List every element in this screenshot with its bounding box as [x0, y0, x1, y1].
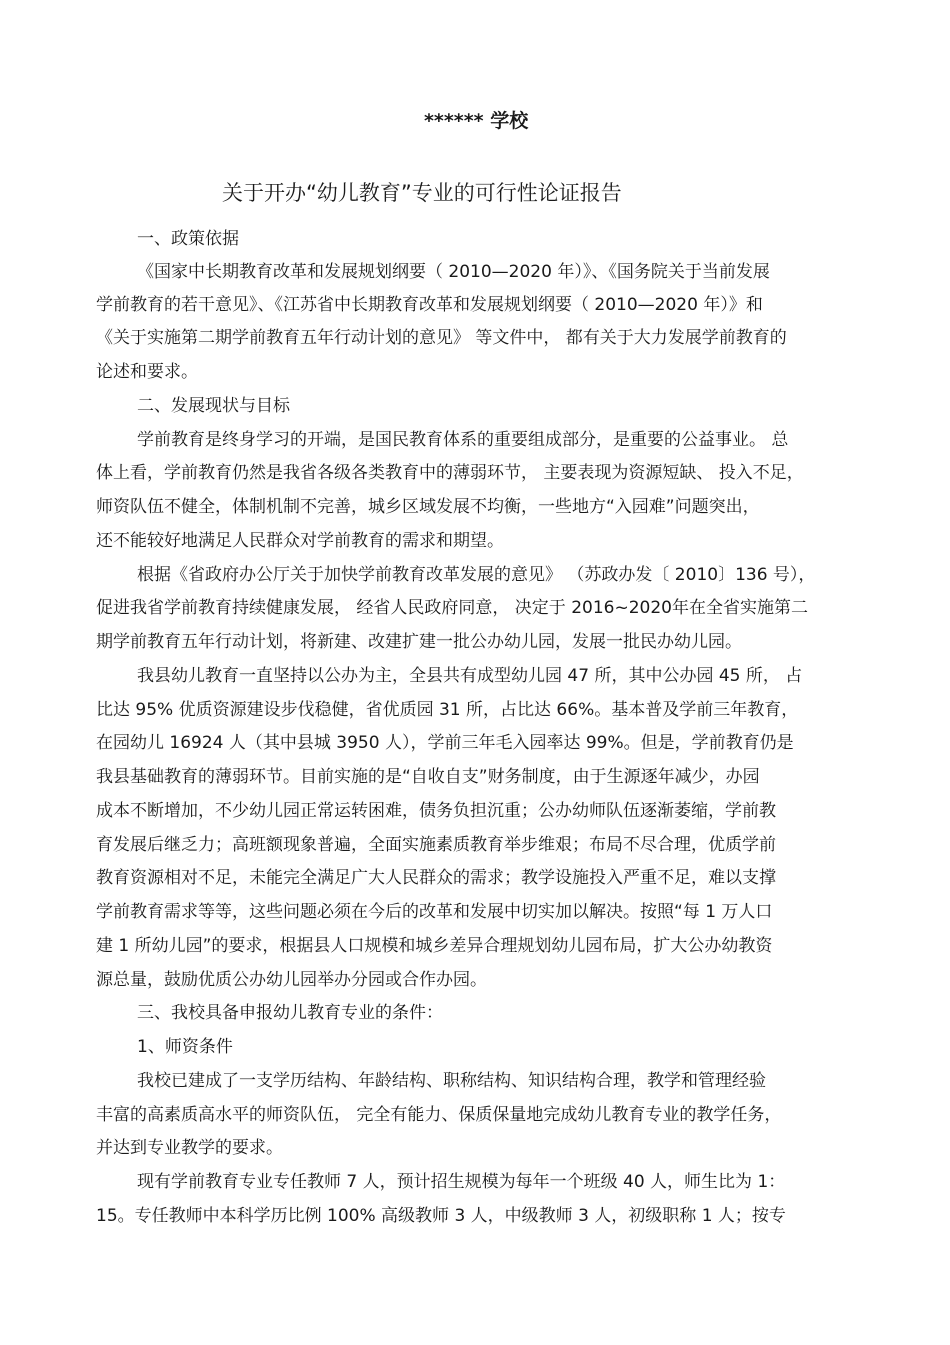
body-line: 现有学前教育专业专任教师 7 人，预计招生规模为每年一个班级 40 人，师生比为 1： [137, 1172, 786, 1192]
body-line: 丰富的高素质高水平的师资队伍， 完全有能力、保质保量地完成幼儿教育专业的教学任务， [96, 1105, 782, 1125]
body-line: 15。专任教师中本科学历比例 100% 高级教师 3 人，中级教师 3 人，初级职称 1 人；按专 [96, 1206, 786, 1226]
section-heading: 二、发展现状与目标 [137, 396, 290, 416]
report-title: 关于开办“幼儿教育”专业的可行性论证报告 [222, 181, 622, 205]
body-line: 学前教育需求等等，这些问题必须在今后的改革和发展中切实加以解决。按照“每 1 万人口 [96, 902, 773, 922]
body-line: 《关于实施第二期学前教育五年行动计划的意见》 等文件中， 都有关于大力发展学前教育的 [96, 328, 787, 348]
body-line: 教育资源相对不足，未能完全满足广大人民群众的需求；教学设施投入严重不足，难以支撑 [96, 868, 776, 888]
body-line: 成本不断增加，不少幼儿园正常运转困难，债务负担沉重；公办幼师队伍逐渐萎缩，学前教 [96, 801, 776, 821]
body-line: 论述和要求。 [96, 362, 198, 382]
body-line: 学前教育的若干意见》、《江苏省中长期教育改革和发展规划纲要（ 2010—2020 年）》和 [96, 295, 763, 315]
section-heading: 一、政策依据 [137, 229, 239, 249]
body-line: 体上看，学前教育仍然是我省各级各类教育中的薄弱环节， 主要表现为资源短缺、 投入不足， [96, 463, 804, 483]
body-line: 促进我省学前教育持续健康发展， 经省人民政府同意， 决定于 2016~2020年在全省实施第二 [96, 598, 808, 618]
body-line: 学前教育是终身学习的开端，是国民教育体系的重要组成部分，是重要的公益事业。 总 [137, 430, 789, 450]
body-line: 师资队伍不健全，体制机制不完善，城乡区域发展不均衡，一些地方“入园难”问题突出， [96, 497, 760, 517]
body-line: 我县幼儿教育一直坚持以公办为主，全县共有成型幼儿园 47 所，其中公办园 45 所， 占 [137, 666, 803, 686]
body-line: 还不能较好地满足人民群众对学前教育的需求和期望。 [96, 531, 504, 551]
school-name: ****** 学校 [424, 110, 529, 132]
body-line: 建 1 所幼儿园”的要求，根据县人口规模和城乡差异合理规划幼儿园布局，扩大公办幼教资 [96, 936, 773, 956]
subsection-heading: 1、师资条件 [137, 1037, 233, 1057]
body-line: 源总量，鼓励优质公办幼儿园举办分园或合作办园。 [96, 970, 487, 990]
section-heading: 三、我校具备申报幼儿教育专业的条件： [137, 1003, 443, 1023]
body-line: 比达 95% 优质资源建设步伐稳健，省优质园 31 所，占比达 66%。基本普及学前三年教育， [96, 700, 799, 720]
body-line: 我县基础教育的薄弱环节。目前实施的是“自收自支”财务制度，由于生源逐年减少，办园 [96, 767, 760, 787]
body-line: 并达到专业教学的要求。 [96, 1138, 283, 1158]
body-line: 《国家中长期教育改革和发展规划纲要（ 2010—2020 年）》、《国务院关于当前发展 [137, 262, 770, 282]
body-line: 我校已建成了一支学历结构、年龄结构、职称结构、知识结构合理，教学和管理经验 [137, 1071, 766, 1091]
body-line: 在园幼儿 16924 人（其中县城 3950 人），学前三年毛入园率达 99%。但是，学前教育仍是 [96, 733, 794, 753]
body-line: 育发展后继乏力；高班额现象普遍，全面实施素质教育举步维艰；布局不尽合理，优质学前 [96, 835, 776, 855]
body-line: 期学前教育五年行动计划，将新建、改建扩建一批公办幼儿园，发展一批民办幼儿园。 [96, 632, 742, 652]
body-line: 根据《省政府办公厅关于加快学前教育改革发展的意见》 （苏政办发〔 2010〕136 号）， [137, 565, 816, 585]
